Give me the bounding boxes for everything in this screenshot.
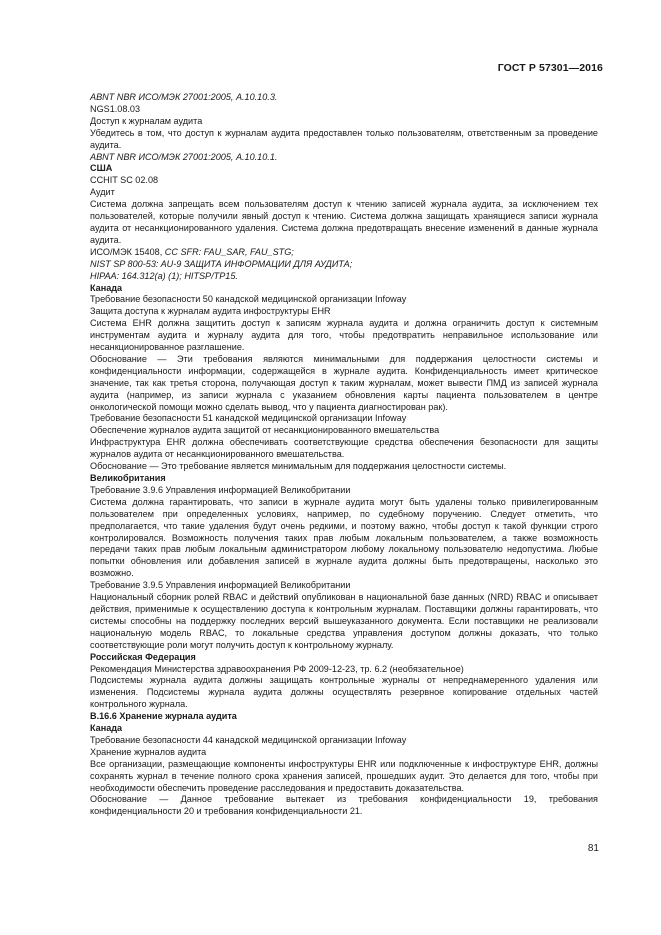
paragraph: Национальный сборник ролей RBAC и действий опубликован в национальной базе данных (NRD) RBAC и описывает действия, применимые к осуществлению доступа к контрольным журналам. Поставщики должны гарантировать, что системы способны на поддержку последних версий вышеуказанного документа. Если поставщики не реализовали национальную модель RBAC, то локальные средства управления доступом должны доказать, что только соответствующие роли могут получить доступ к контрольному журналу. (90, 592, 598, 650)
paragraph: Обоснование — Эти требования являются минимальными для поддержания целостности системы и конфиденциальности информации, содержащейся в журнале аудита. Конфиденциальность имеет критическое значение, так как третья сторона, получающая доступ к таким журналам, может вывести ПМД из записей журнала аудита (например, из записи журнала с указанием обновления карты пациента пользователем в центре онкологической помощи можно сделать вывод, что у пациента диагностирован рак). (90, 353, 598, 412)
paragraph: NGS1.08.03 (90, 103, 141, 114)
reference-line: HIPAA: 164.312(a) (1); HITSP/TP15. (90, 270, 238, 281)
section-heading-russia: Российская Федерация (90, 651, 196, 662)
paragraph: Аудит (90, 187, 115, 198)
reference-line-mixed (90, 247, 598, 259)
reference-line: ABNT NBR ИСО/МЭК 27001:2005, А.10.10.3. (90, 92, 278, 102)
paragraph: Доступ к журналам аудита (90, 115, 203, 126)
section-heading-canada: Канада (90, 723, 123, 734)
paragraph: Система должна гарантировать, что записи в журнале аудита могут быть удалены только привилегированным пользователем при определенных условиях, например, по судебному поручению. Следует отметить, что предполагается, что такие удаления будут очень редкими, и поэтому важно, чтобы доступ к такой функции строго контролировался. Возможность получения таких прав любым локальным пользователем, а также возможность передачи таких прав любым локальным администратором любому локальному пользователю недопустима. Любые попытки обновления или добавления записей в журнале аудита должны быть предотвращены, насколько это возможно. (90, 496, 598, 579)
subsection-heading: В.16.6 Хранение журнала аудита (90, 711, 237, 722)
paragraph: Обоснование — Это требование является минимальным для поддержания целостности системы. (90, 461, 507, 472)
paragraph: Требование 3.9.6 Управления информацией Великобритании (90, 484, 351, 495)
paragraph: Обеспечение журналов аудита защитой от несанкционированного вмешательства (90, 425, 440, 436)
reference-line: NIST SP 800-53: AU-9 ЗАЩИТА ИНФОРМАЦИИ ДЛЯ АУДИТА; (90, 258, 353, 269)
reference-line: ABNT NBR ИСО/МЭК 27001:2005, А.10.10.1. (90, 151, 278, 162)
paragraph: Все организации, размещающие компоненты инфоструктуры EHR или подключенные к инфоструктуре EHR, должны сохранять журнал в течение полного срока хранения записей, прошедших аудит. Это делается для того, чтобы при необходимости обеспечить проведение расследования и предоставить доказательства. (90, 758, 598, 793)
paragraph: Убедитесь в том, что доступ к журналам аудита предоставлен только пользователям, ответственным за проведение аудита. (90, 127, 598, 150)
paragraph: Обоснование — Данное требование вытекает из требования конфиденциальности 19, требования конфиденциальности 20 и требования конфиденциальности 21. (90, 794, 598, 817)
paragraph: Требование безопасности 44 канадской медицинской организации Infoway (90, 734, 407, 745)
paragraph: Подсистемы журнала аудита должны защищать контрольные журналы от непреднамеренного удаления или изменения. Подсистемы журнала аудита должны осуществлять резервное копирование отдельных частей контрольного журнала. (90, 675, 598, 710)
paragraph: Инфраструктура EHR должна обеспечивать соответствующие средства обеспечения безопасности для защиты журналов аудита от несанкционированного вмешательства. (90, 437, 598, 460)
document-header: ГОСТ Р 57301—2016 (497, 62, 603, 74)
reference-plain-part: ИСО/МЭК 15408, (90, 246, 165, 257)
reference-italic-part: CC SFR: FAU_SAR, FAU_STG; (164, 246, 294, 257)
section-heading-uk: Великобритания (90, 473, 166, 483)
section-heading-canada: Канада (90, 282, 123, 293)
paragraph: Хранение журналов аудита (90, 746, 207, 757)
paragraph: Требование 3.9.5 Управления информацией Великобритании (90, 580, 351, 591)
paragraph: Требование безопасности 50 канадской медицинской организации Infoway (90, 294, 407, 305)
paragraph: CCHIT SC 02.08 (90, 175, 159, 186)
page-number: 81 (587, 843, 599, 854)
paragraph: Требование безопасности 51 канадской медицинской организации Infoway (90, 413, 407, 424)
paragraph: Система должна запрещать всем пользователям доступ к чтению записей журнала аудита, за исключением тех пользователей, которые получили явный доступ к чтению. Система должна защищать хранящиеся записи журнала аудита от несанкционированного удаления. Система должна предотвращать внесение изменений в данные журнала аудита. (90, 199, 598, 245)
paragraph: Рекомендация Министерства здравоохранения РФ 2009-12-23, тр. 6.2 (необязательное) (90, 663, 464, 674)
document-body (90, 92, 598, 818)
paragraph: Система EHR должна защитить доступ к записям журнала аудита и должна ограничить доступ к системным инструментам аудита и журналу аудита для того, чтобы предотвратить неправильное использование или несанкционированное разглашение. (90, 318, 598, 353)
paragraph: Защита доступа к журналам аудита инфоструктуры EHR (90, 306, 331, 317)
section-heading-usa: США (90, 163, 113, 174)
